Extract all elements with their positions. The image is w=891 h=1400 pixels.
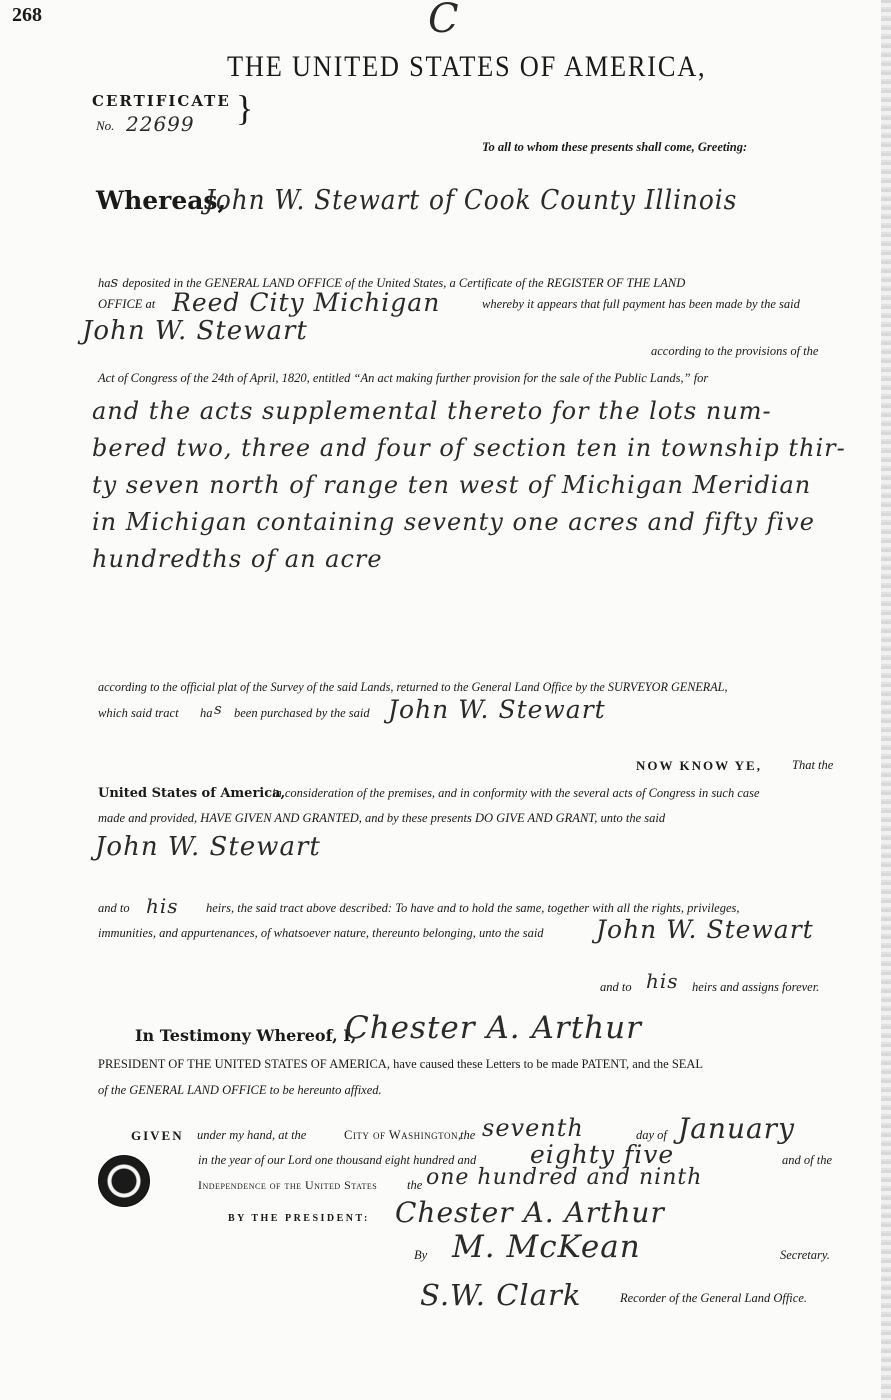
that-the-text: That the [792, 758, 834, 772]
and-to-text: and to [98, 901, 130, 915]
payer-name-handwritten: John W. Stewart [82, 316, 308, 346]
his-handwritten: his [146, 894, 179, 918]
whereas-name-handwritten: John W. Stewart of Cook County Illinois [205, 185, 738, 216]
which-said-tract-text: which said tract [98, 706, 179, 720]
by-text: By [414, 1248, 428, 1262]
ha-text-2: ha [200, 706, 213, 720]
and-of-the-text: and of the [782, 1153, 832, 1167]
the-text-2: the [407, 1178, 423, 1192]
grantee-name-handwritten: John W. Stewart [95, 832, 321, 862]
year-text: in the year of our Lord one thousand eight hundred and [198, 1153, 477, 1167]
recorder-title: Recorder of the General Land Office. [620, 1291, 807, 1305]
day-handwritten: seventh [482, 1114, 584, 1142]
month-handwritten: January [678, 1112, 795, 1145]
according-text: according to the provisions of the [651, 344, 819, 358]
land-description-line: ty seven north of range ten west of Michigan Meridian [92, 471, 812, 499]
president-signature: Chester A. Arthur [395, 1196, 665, 1229]
purchaser-name-handwritten: John W. Stewart [388, 695, 606, 724]
land-description-handwritten [92, 393, 846, 578]
testimony-phrase: In Testimony Whereof, I, [135, 1026, 357, 1045]
ha-text: ha [98, 276, 111, 290]
corner-mark: C [428, 0, 460, 42]
consideration-text: in consideration of the premises, and in conformity with the several acts of Congress in such case [272, 786, 760, 800]
scan-edge [881, 0, 891, 1400]
land-description-line: hundredths of an acre [92, 545, 383, 573]
heading: THE UNITED STATES OF AMERICA, [227, 50, 707, 83]
given-granted-text: made and provided, HAVE GIVEN AND GRANTED, and by these presents DO GIVE AND GRANT, unto the said [98, 811, 666, 825]
by-the-president: BY THE PRESIDENT: [228, 1213, 370, 1224]
year-handwritten: eighty five [530, 1140, 675, 1169]
now-know-ye: NOW KNOW YE, [636, 758, 762, 773]
whereby-text: whereby it appears that full payment has been made by the said [482, 297, 800, 311]
united-states-gothic: United States of America, [98, 786, 286, 801]
general-land-office-seal [98, 1155, 150, 1207]
and-to-text-2: and to [600, 980, 632, 994]
office-at-text: OFFICE at [98, 297, 156, 311]
ha-handwritten: s [110, 273, 120, 291]
deposited-line: deposited in the GENERAL LAND OFFICE of the United States, a Certificate of the REGISTER OF THE LAND [122, 276, 686, 290]
whereas-word: Whereas, [96, 186, 227, 215]
certificate-label: CERTIFICATE [92, 92, 231, 110]
certificate-number: 22699 [126, 112, 195, 136]
certificate-brace: } [236, 88, 254, 128]
the-text: the [460, 1128, 476, 1142]
immunities-text: immunities, and appurtenances, of whatsoever nature, thereunto belonging, unto the said [98, 926, 544, 940]
page-number: 268 [12, 4, 42, 26]
given-word: GIVEN [131, 1128, 184, 1143]
purchased-by-text: been purchased by the said [234, 706, 370, 720]
city-of-washington: City of Washington, [344, 1128, 462, 1142]
office-location-handwritten: Reed City Michigan [172, 288, 441, 317]
president-name-handwritten: Chester A. Arthur [345, 1010, 642, 1046]
certificate-number-label: No. [96, 118, 115, 133]
land-description-line: and the acts supplemental thereto for the lots num- [92, 397, 772, 425]
recorder-signature: S.W. Clark [420, 1278, 582, 1312]
heirs-forever-text: heirs and assigns forever. [692, 980, 820, 994]
secretary-title: Secretary. [780, 1248, 830, 1262]
day-of-text: day of [636, 1128, 667, 1142]
independence-year-handwritten: one hundred and ninth [426, 1165, 703, 1190]
ha-handwritten-2: s [214, 700, 223, 718]
heirs-habendum-text: heirs, the said tract above described: To have and to hold the same, together with all the rights, privileges, [206, 901, 740, 915]
land-description-line: in Michigan containing seventy one acres and fifty five [92, 508, 815, 536]
independence-text: Independence of the United States [198, 1178, 378, 1192]
president-line: PRESIDENT OF THE UNITED STATES OF AMERICA, have caused these Letters to be made PATENT, and the SEAL [98, 1057, 704, 1071]
secretary-signature: M. McKean [452, 1229, 641, 1265]
seal-line: of the GENERAL LAND OFFICE to be hereunto affixed. [98, 1083, 382, 1097]
official-plat-text: according to the official plat of the Survey of the said Lands, returned to the General Land Office by the SURVEYOR GENERAL, [98, 680, 728, 694]
his-handwritten-2: his [646, 969, 679, 993]
grantee-name-handwritten-2: John W. Stewart [596, 915, 814, 944]
land-description-line: bered two, three and four of section ten in township thir- [92, 434, 846, 462]
act-text: Act of Congress of the 24th of April, 1820, entitled “An act making further provision for the sale of the Public Lands,” for [98, 371, 709, 385]
under-my-hand-text: under my hand, at the [197, 1128, 307, 1142]
greeting: To all to whom these presents shall come, Greeting: [482, 140, 748, 154]
